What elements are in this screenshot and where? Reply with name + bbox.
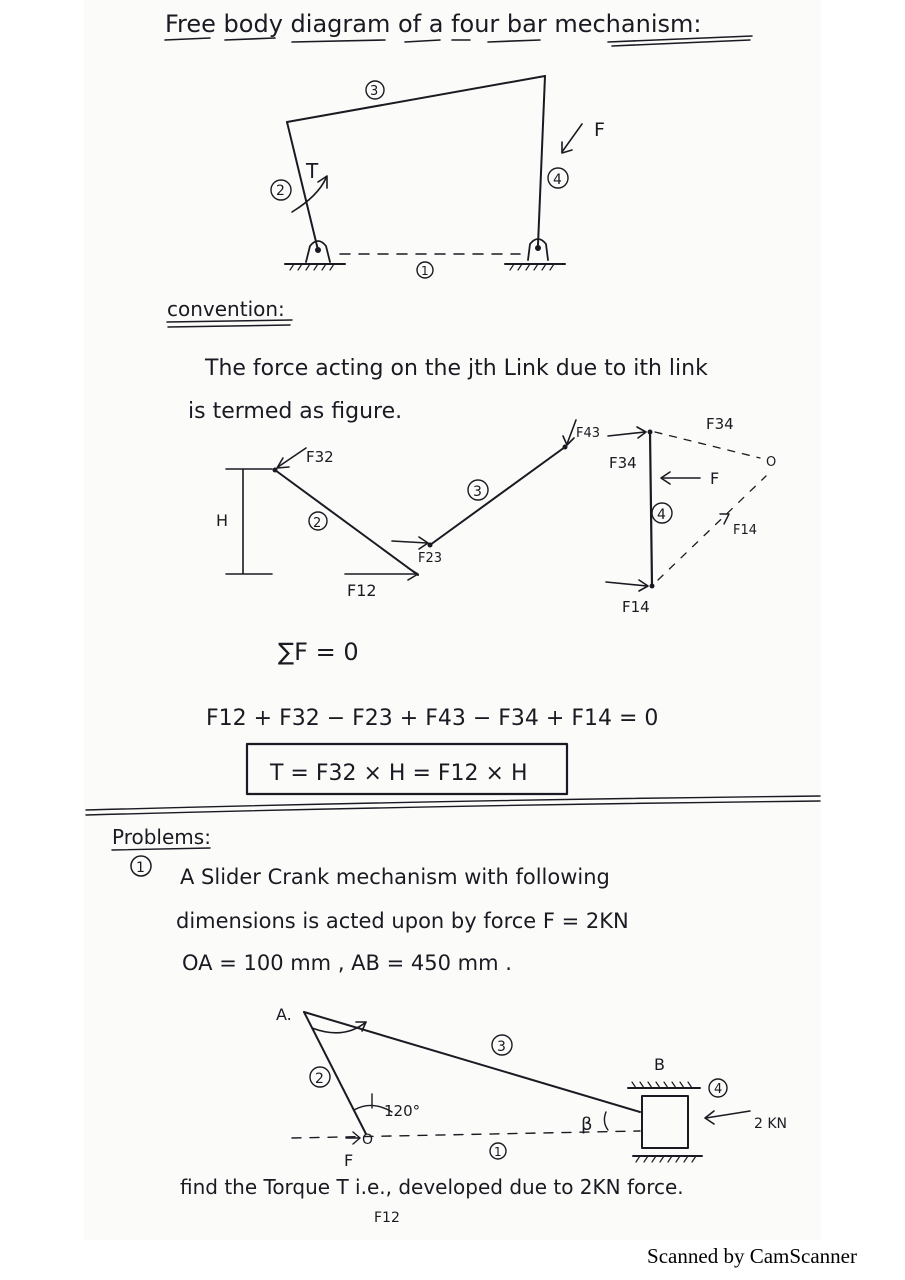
fig1-link1-label: 1 [421,264,429,278]
fig2-link4-label: 4 [657,507,666,523]
fig2-link2-label: 2 [313,516,322,531]
page-title: Free body diagram of a four bar mechanism: [165,10,702,38]
force-equation: F12 + F32 − F23 + F43 − F34 + F14 = 0 [206,706,659,731]
fig2-force-label: F [710,469,720,488]
final-question: find the Torque T i.e., developed due to 2KN force. [180,1175,684,1199]
problem-line2: dimensions is acted upon by force F = 2KN [176,909,629,933]
fig2-f12-label: F12 [347,581,377,600]
fig2-f14-bottom-label: F14 [622,598,650,616]
fig2-f34-top-label: F34 [706,415,734,433]
fig2-f32-label: F32 [306,448,334,466]
fig3-point-o: O [362,1132,374,1148]
problem-line1: A Slider Crank mechanism with following [180,865,610,889]
fig2-f23-label: F23 [418,551,443,566]
convention-underline [167,320,292,327]
convention-heading: convention: [167,297,285,321]
fig2-f14-side-label: F14 [733,523,758,538]
fig2-f34-side-label: F34 [609,454,637,472]
fig3-link2-label: 2 [315,1071,324,1087]
final-f12-label: F12 [374,1210,400,1226]
section-divider [86,796,820,815]
convention-line2: is termed as figure. [188,399,403,424]
convention-line1: The force acting on the jth Link due to ith link [205,356,708,381]
fig1-torque-label: T [306,159,319,183]
fig3-point-b: B [654,1055,665,1074]
problems-heading: Problems: [112,825,211,849]
torque-equation: T = F32 × H = F12 × H [270,761,528,786]
fig3-load-label: 2 KN [754,1116,788,1132]
fig1-link2-label: 2 [276,183,285,199]
sum-equation: ∑F = 0 [278,638,359,666]
fig1-link4-label: 4 [553,172,562,188]
fig3-link3-label: 3 [497,1039,506,1055]
fig3-link1-label: 1 [494,1145,502,1159]
problem-number: 1 [136,860,145,876]
slider-crank-figure [292,1012,750,1162]
fig2-origin-label: O [766,455,777,470]
fig3-f-label: F [344,1151,354,1170]
fig2-height-label: H [216,511,229,530]
fig3-beta-label: β [581,1114,593,1135]
free-body-figure [226,420,766,591]
fig1-force-label: F [594,119,605,141]
problem-line3: OA = 100 mm , AB = 450 mm . [182,951,512,975]
fig1-link3-label: 3 [370,84,379,99]
scanner-watermark: Scanned by CamScanner [647,1244,857,1268]
fig2-link3-label: 3 [473,484,482,500]
fig3-link4-label: 4 [714,1082,723,1097]
fig3-point-a: A. [276,1005,292,1024]
fig2-f43-label: F43 [576,426,601,441]
fig3-angle-label: 120° [384,1102,421,1120]
